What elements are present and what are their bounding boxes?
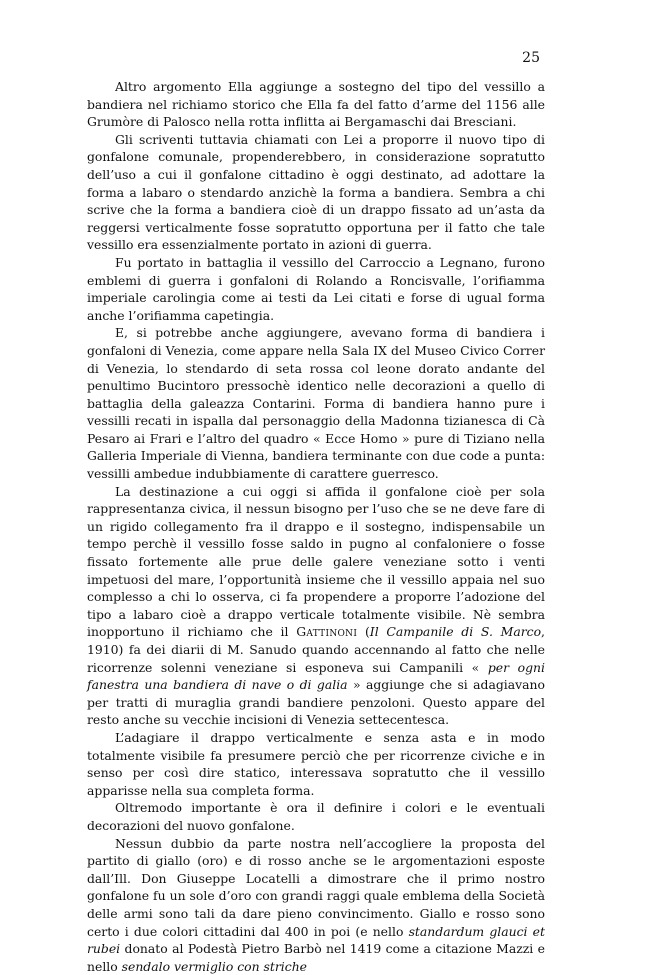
italic-text: sendalo vermiglio con striche (121, 958, 308, 974)
paragraph-text: Altro argomento Ella aggiunge a sostegno del tipo del vessillo a bandiera nel richiamo storico che Ella fa del fatto d’arme del 1156 alle Grumòre di Palosco nella rotta inflitta ai Bergamaschi dai Bresciani. (87, 79, 545, 130)
paragraph (87, 324, 545, 482)
paragraph (87, 254, 545, 324)
body-text (87, 78, 545, 975)
paragraph-text: » aggiunge che si adagiavano per tratti di muraglia grandi bandiere penzoloni. Questo appare del resto anche su vecchie incisioni di Venezia settecentesca. (87, 677, 545, 728)
paragraph (87, 729, 545, 799)
italic-text: Il Campanile di S. Marco (369, 624, 542, 640)
author-name: Gattinoni (296, 624, 358, 640)
paragraph-text: , 1910) fa dei diarii di M. Sanudo quando accennando al fatto che nelle ricorrenze solenni veneziane si esponeva sui Campanili « (87, 624, 545, 675)
paragraph (87, 483, 545, 729)
paragraph-text: L’adagiare il drappo verticalmente e senza asta e in modo totalmente visibile fa presumere perciò che per ricorrenze civiche e in senso per così dire statico, interessava sopratutto che il vessillo apparisse nella sua completa forma. (87, 729, 545, 798)
paragraph-text: Fu portato in battaglia il vessillo del Carroccio a Legnano, furono emblemi di guerra i gonfaloni di Rolando a Roncisvalle, l’orifiamma imperiale carolingia come ai testi da Lei citati e forse di ugual forma anche l’orifiamma capetingia. (87, 254, 545, 323)
page-number: 25 (522, 50, 540, 66)
italic-text: standardum glauci et rubei (87, 923, 545, 957)
paragraph-text: Oltremodo importante è ora il definire i colori e le eventuali decorazioni del nuovo gonfalone. (87, 800, 545, 833)
paragraph-text: E, si potrebbe anche aggiungere, avevano forma di bandiera i gonfaloni di Venezia, come appare nella Sala IX del Museo Civico Correr di Venezia, lo stendardo di seta rossa col leone dorato andante del penultimo Bucintoro pressochè identico nelle decorazioni a quello di battaglia della galeazza Contarini. Forma di bandiera hanno pure i vessilli recati in ispalla dal personaggio della Madonna tizianesca di Cà Pesaro ai Frari e l’altro del quadro « Ecce Homo » pure di Tiziano nella Galleria Imperiale di Vienna, bandiera terminante con due code a punta: vessilli ambedue indubbiamente di carattere guerresco. (87, 325, 545, 482)
paragraph-text: donato al Podestà Pietro Barbò nel 1419 come a citazione Mazzi e nello (87, 941, 545, 974)
paragraph-text: Gli scriventi tuttavia chiamati con Lei a proporre il nuovo tipo di gonfalone comunale, propenderebbero, in considerazione sopratutto dell’uso a cui il gonfalone cittadino è oggi destinato, ad adottare la forma a labaro o stendardo anzichè la forma a bandiera. Sembra a chi scrive che la forma a bandiera cioè di un drappo fissato ad un’asta da reggersi verticalmente fosse sopratutto opportuna per il fatto che tale vessillo era essenzialmente portato in azioni di guerra. (87, 131, 545, 253)
paragraph-text: Nessun dubbio da parte nostra nell’accogliere la proposta del partito di giallo (oro) e di rosso anche se le argomentazioni esposte dall’Ill. Don Giuseppe Locatelli a dimostrare che il primo nostro gonfalone fu un sole d’oro con grandi raggi quale emblema della Società delle armi sono tali da dare pieno convincimento. Giallo e rosso sono certo i due colori cittadini dal 400 in poi (e nello (87, 835, 545, 939)
italic-text: per ogni fanestra una bandiera di nave o di galia (87, 659, 545, 693)
paragraph (87, 835, 545, 975)
paragraph-text: La destinazione a cui oggi si affida il gonfalone cioè per sola rappresentanza civica, il nessun bisogno per l’uso che se ne deve fare di un rigido collegamento fra il drappo e il sostegno, indispensabile un tempo perchè il vessillo fosse saldo in pugno al confaloniere o fosse fissato fortemente alle prue delle galere veneziane sotto i venti impetuosi del mare, l’opportunità insieme che il vessillo appaia nel suo complesso a chi lo osserva, ci fa propendere a proporre l’adozione del tipo a labaro cioè a drappo verticale totalmente visibile. Nè sembra inopportuno il richiamo che il (87, 483, 545, 640)
paragraph (87, 799, 545, 834)
paragraph (87, 131, 545, 254)
paragraph-text: ( (357, 624, 370, 640)
paragraph (87, 78, 545, 131)
